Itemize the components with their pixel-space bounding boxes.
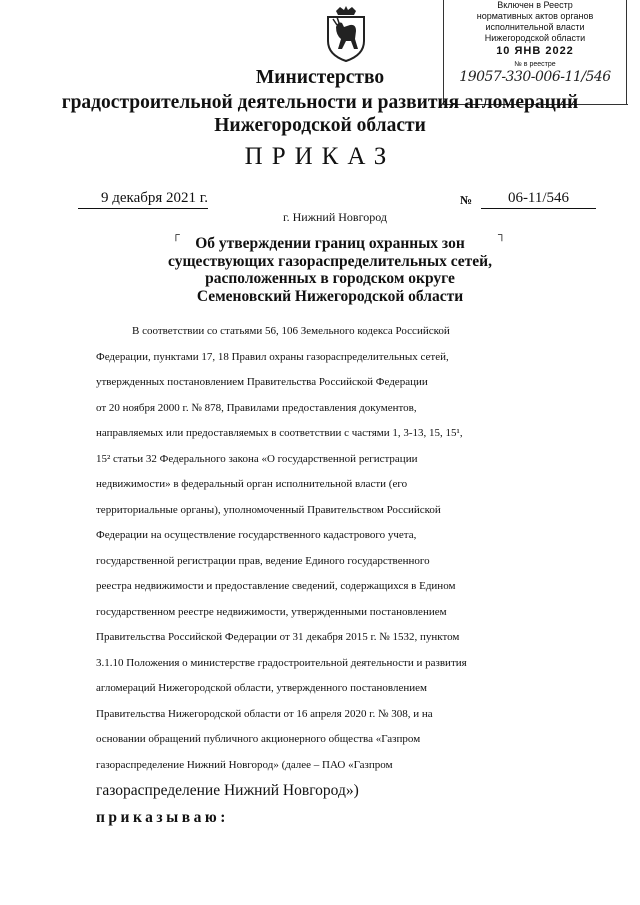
body-line: от 20 ноября 2000 г. № 878, Правилами предоставления документов, — [96, 401, 417, 414]
subject-line-1: Об утверждении границ охранных зон — [195, 235, 465, 252]
document-number: 06-11/546 — [481, 190, 596, 209]
stamp-reg-label: № в реестре — [514, 61, 556, 68]
ministry-title-line-2: градостроительной деятельности и развития агломераций — [61, 92, 579, 113]
stamp-line-2: нормативных актов органов — [476, 11, 594, 21]
body-line: Правительства Нижегородской области от 16 апреля 2020 г. № 308, и на — [96, 707, 433, 720]
document-date: 9 декабря 2021 г. — [78, 190, 208, 209]
coat-of-arms-icon — [320, 5, 372, 63]
subject-line-2: существующих газораспределительных сетей, — [168, 252, 492, 270]
body-paragraph — [96, 319, 603, 804]
body-line: В соответствии со статьями 56, 106 Земельного кодекса Российской — [132, 325, 450, 337]
body-line: территориальные органы), уполномоченный Правительством Российской — [96, 503, 441, 516]
order-word: приказываю: — [96, 809, 229, 826]
stamp-line-1: Включен в Реестр — [497, 0, 573, 10]
body-line: утвержденных постановлением Правительства Российской Федерации — [96, 376, 428, 388]
city: г. Нижний Новгород — [283, 210, 387, 224]
body-line: направляемых или предоставляемых в соответствии с частями 1, 3-13, 15, 15¹, — [96, 427, 463, 439]
document-type: ПРИКАЗ — [244, 143, 396, 170]
ministry-title-line-1: Министерство — [255, 67, 385, 88]
stamp-reg-number: 19057-330-006-11/546 — [459, 69, 611, 85]
body-line: 15² статьи 32 Федерального закона «О государственной регистрации — [96, 452, 418, 465]
stamp-line-3: исполнительной власти — [485, 22, 585, 32]
body-line: Правительства Российской Федерации от 31 декабря 2015 г. № 1532, пунктом — [96, 631, 460, 643]
corner-mark-right: ┐ — [498, 229, 506, 241]
ministry-title-line-3: Нижегородской области — [214, 115, 426, 136]
stamp-line-4: Нижегородской области — [484, 33, 586, 43]
number-sign: № — [460, 193, 473, 207]
body-line: 3.1.10 Положения о министерстве градостроительной деятельности и развития — [96, 656, 467, 669]
body-line: недвижимости» в федеральный орган исполнительной власти (его — [96, 478, 408, 490]
body-line: газораспределение Нижний Новгород» (далее – ПАО «Газпром — [96, 758, 393, 771]
body-line: Федерации на осуществление государственного кадастрового учета, — [96, 529, 417, 541]
subject-line-4: Семеновский Нижегородской области — [196, 287, 464, 305]
document-subject — [140, 235, 520, 305]
subject-line-3: расположенных в городском округе — [205, 270, 455, 287]
corner-mark-left: ┌ — [172, 229, 180, 241]
body-line: реестра недвижимости и предоставление сведений, содержащихся в Едином — [96, 580, 456, 592]
body-line: государственной регистрации прав, ведение Единого государственного — [96, 554, 430, 567]
body-line: основании обращений публичного акционерного общества «Газпром — [96, 733, 421, 745]
body-line: агломераций Нижегородской области, утвержденного постановлением — [96, 682, 427, 694]
body-line-last: газораспределение Нижний Новгород») — [96, 782, 359, 799]
body-line: государственном реестре недвижимости, утвержденными постановлением — [96, 605, 447, 618]
stamp-date: 10 ЯНВ 2022 — [496, 45, 574, 57]
body-line: Федерации, пунктами 17, 18 Правил охраны газораспределительных сетей, — [96, 350, 449, 363]
